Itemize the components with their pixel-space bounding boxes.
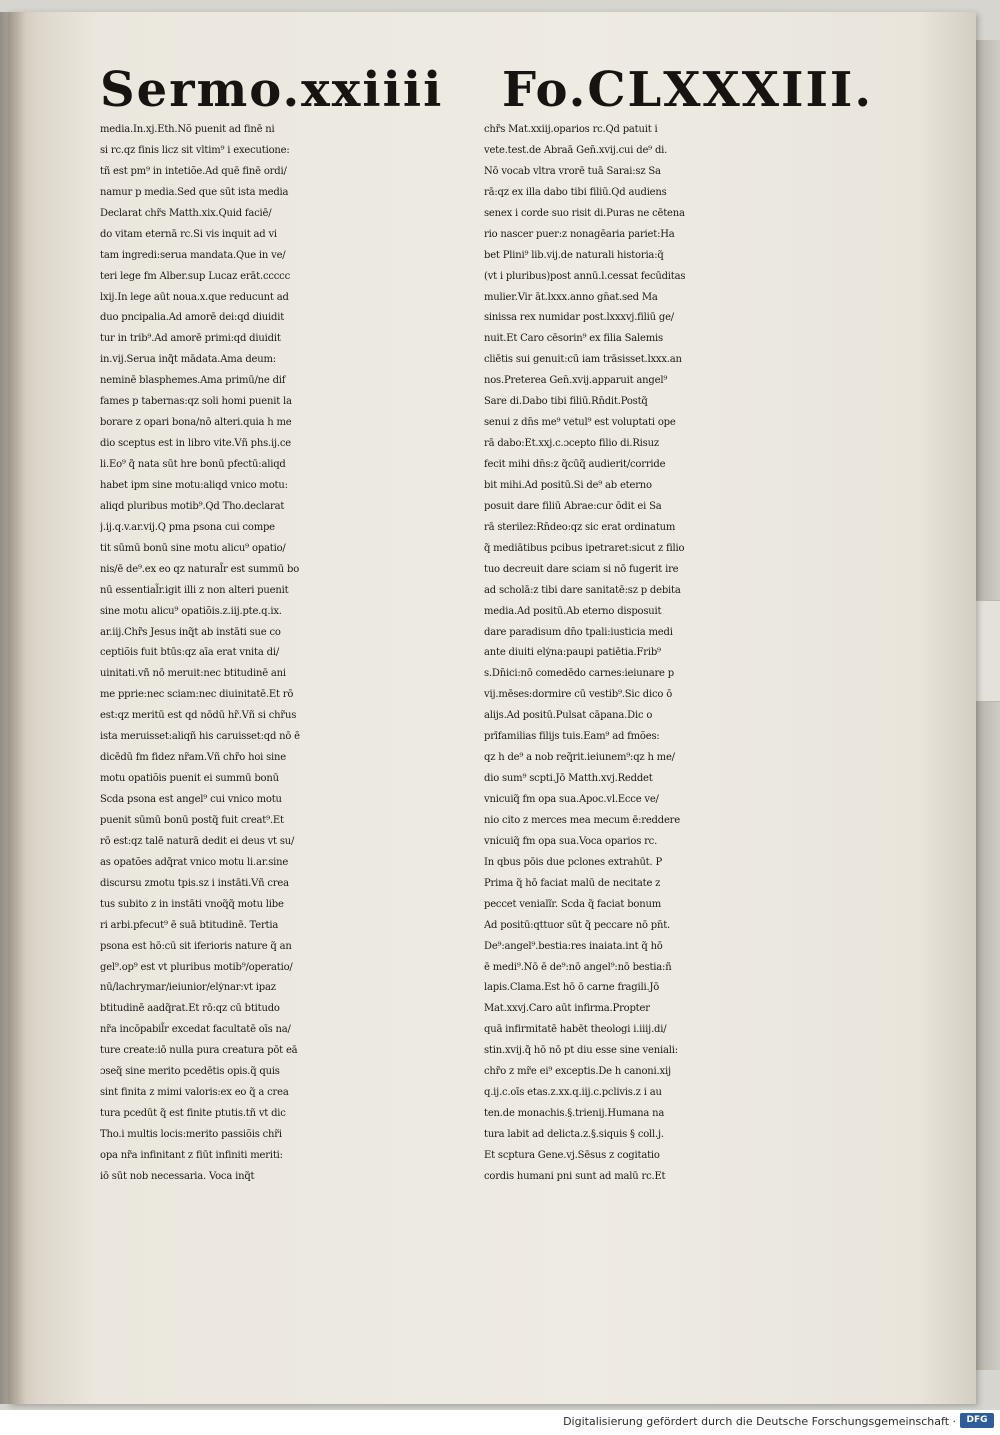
text-line: do vitam eternā rc.Si vis inquit ad vi bbox=[100, 228, 277, 240]
text-line: fecit mihi dn̄s:z q̃cūq̃ audierit/corride bbox=[484, 459, 666, 470]
text-line: tus subito z in instāti vnoq̃q̃ motu libe bbox=[100, 898, 284, 910]
text-line: btitudinē aadq̃rat.Et rō:qz cū btitudo bbox=[100, 1003, 280, 1015]
text-line: nuit.Et Caro cēsorin⁹ ex filia Salemis bbox=[484, 333, 663, 345]
text-line: si rc.qz finis licz sit vltim⁹ i executione: bbox=[100, 144, 290, 156]
text-line: teri lege fm Alber.sup Lucaz erāt.ccccc bbox=[100, 270, 290, 282]
text-line: tam ingredi:serua mandata.Que in ve/ bbox=[100, 249, 286, 261]
text-line: Tho.i multis locis:merito passiõis chr̃i bbox=[100, 1129, 282, 1140]
text-line: ante diuiti elẏna:paupi patiētia.Frib⁹ bbox=[484, 647, 661, 659]
text-line: chr̃s Mat.xxiij.oparios rc.Qd patuit i bbox=[484, 124, 658, 135]
text-line: peccet venialĩr. Scda q̃ faciat bonum bbox=[484, 898, 662, 910]
text-line: nū essential̃r.igit illi z non alteri puenit bbox=[100, 584, 289, 596]
text-line: dare paradisum dn̄o tpali:iusticia medi bbox=[484, 626, 673, 638]
text-line: Prima q̃ hō faciat malū de necitate z bbox=[484, 877, 661, 889]
text-line: rio nascer puer:z nonagēaria pariet:Ha bbox=[484, 228, 675, 240]
running-head-folio: Fo.CLXXXIII. bbox=[502, 62, 874, 118]
text-line: duo pncipalia.Ad amorē dei:qd diuidit bbox=[100, 312, 285, 324]
dfg-logo: DFG bbox=[960, 1413, 994, 1428]
text-line: discursu zmotu tpis.sz i instāti.Vñ crea bbox=[100, 877, 289, 889]
text-line: gel⁹.op⁹ est vt pluribus motib⁹/operatio/ bbox=[100, 961, 293, 973]
text-line: ɔseq̃ sine merito pcedētis opis.q̃ quis bbox=[100, 1066, 280, 1078]
text-line: tur in trib⁹.Ad amorē primi:qd diuidit bbox=[100, 333, 281, 345]
text-line: borare z opari bona/nō alteri.quia h me bbox=[100, 417, 292, 429]
running-head-sermon: Sermo.xxiiii bbox=[100, 62, 444, 118]
text-line: Ad positū:qttuor sūt q̃ peccare nō pn̄t. bbox=[484, 919, 671, 931]
text-line: media.In.xj.Eth.Nõ puenit ad finē ni bbox=[100, 124, 275, 135]
text-line: posuit dare filiū Abrae:cur ōdit ei Sa bbox=[484, 500, 662, 512]
text-line: senui z dn̄s me⁹ vetul⁹ est voluptati ope bbox=[484, 417, 676, 429]
text-line: q̃ mediātibus pcibus ipetraret:sicut z filio bbox=[484, 542, 685, 554]
text-line: vnicuiq̃ fm opa sua.Apoc.vl.Ecce ve/ bbox=[484, 794, 659, 805]
running-head bbox=[100, 48, 874, 128]
text-line: Scda psona est angel⁹ cui vnico motu bbox=[100, 794, 282, 805]
text-line: nis/ē de⁹.ex eo qz natural̃r est summū bo bbox=[100, 563, 300, 575]
text-column-right bbox=[484, 120, 864, 1188]
text-line: media.Ad positū.Ab eterno disposuit bbox=[484, 605, 662, 617]
text-line: In qbus pōis due pclones extrahūt. P bbox=[484, 856, 662, 868]
text-line: dio sceptus est in libro vite.Vñ phs.ij.ce bbox=[100, 438, 292, 450]
text-line: ten.de monachis.§.trienij.Humana na bbox=[484, 1108, 665, 1120]
text-line: q.ij.c.oīs etas.z.xx.q.iij.c.pclivis.z i au bbox=[484, 1087, 662, 1099]
text-line: j.ij.q.v.ar.vij.Q pma psona cui compe bbox=[100, 521, 275, 533]
text-line: tuo decreuit dare sciam si nō fugerit ire bbox=[484, 563, 679, 575]
text-line: ture create:iō nulla pura creatura pōt eā bbox=[100, 1045, 298, 1057]
text-line: (vt i pluribus)post annū.l.cessat fecūditas bbox=[484, 270, 686, 282]
text-line: cliētis sui genuit:cū iam trāsisset.lxxx.an bbox=[484, 354, 682, 366]
text-line: puenit sūmū bonū postq̃ fuit creat⁹.Et bbox=[100, 814, 284, 826]
text-line: dicēdū fm fidez nr̃am.Vñ chr̃o hoi sine bbox=[100, 752, 286, 764]
text-line: Nō vocab vltra vrorē tuā Sarai:sz Sa bbox=[484, 165, 661, 177]
text-line: chr̃o z mr̃e ei⁹ exceptis.De h canoni.xij bbox=[484, 1066, 671, 1078]
text-line: sinissa rex numidar post.lxxxvj.filiū ge/ bbox=[484, 312, 674, 324]
text-line: habet ipm sine motu:aliqd vnico motu: bbox=[100, 479, 288, 491]
text-line: neminē blasphemes.Ama primū/ne dif bbox=[100, 375, 286, 387]
text-line: me pprie:nec sciam:nec diuinitatē.Et rō bbox=[100, 689, 294, 701]
text-column-left bbox=[100, 120, 480, 1188]
book-fore-edge bbox=[976, 40, 1000, 1370]
text-line: in.vij.Serua inq̃t mādata.Ama deum: bbox=[100, 354, 276, 366]
text-line: aliqd pluribus motib⁹.Qd Tho.declarat bbox=[100, 500, 285, 512]
text-line: Declarat chr̃s Matth.xix.Quid faciē/ bbox=[100, 207, 272, 219]
text-line: quā infirmitatē habēt theologi i.iiij.di/ bbox=[484, 1024, 667, 1036]
text-line: qz h de⁹ a nob req̃rit.ieiunem⁹:qz h me/ bbox=[484, 752, 675, 764]
text-line: li.Eo⁹ q̃ nata sūt hre bonū pfectū:aliqd bbox=[100, 459, 286, 470]
text-line: nos.Preterea Gen̄.xvij.apparuit angel⁹ bbox=[484, 375, 668, 387]
text-line: ista meruisset:aliqñ his caruisset:qd nō ē bbox=[100, 731, 300, 743]
text-line: De⁹:angel⁹.bestia:res inaiata.int q̃ hō bbox=[484, 940, 663, 952]
text-line: bet Plini⁹ lib.vij.de naturali historia:q̃ bbox=[484, 249, 664, 261]
text-line: bit mihi.Ad positū.Si de⁹ ab eterno bbox=[484, 479, 652, 491]
text-line: dio sum⁹ scpti.Jō Matth.xvj.Reddet bbox=[484, 773, 653, 785]
text-line: uinitati.vñ nō meruit:nec btitudinē ani bbox=[100, 668, 286, 680]
text-line: iō sūt nob necessaria. Voca inq̃t bbox=[100, 1170, 255, 1182]
text-line: rā dabo:Et.xxj.c.ɔcepto filio di.Risuz bbox=[484, 438, 659, 450]
text-line: Sare di.Dabo tibi filiū.Rn̄dit.Postq̃ bbox=[484, 396, 648, 408]
text-line: nio cito z merces mea mecum ē:reddere bbox=[484, 814, 680, 826]
text-line: vete.test.de Abraā Gen̄.xvij.cui de⁹ di. bbox=[484, 144, 668, 156]
text-line: tura pcedūt q̃ est finite ptutis.tñ vt dic bbox=[100, 1108, 286, 1120]
funding-credit: Digitalisierung gefördert durch die Deutsche Forschungsgemeinschaft · bbox=[563, 1415, 956, 1428]
text-line: cordis humani pni sunt ad malū rc.Et bbox=[484, 1170, 666, 1182]
text-line: ceptiõis fuit btūs:qz aīa erat vnita di/ bbox=[100, 647, 279, 659]
text-line: vij.mēses:dormire cū vestib⁹.Sic dico ō bbox=[484, 689, 673, 701]
text-line: est:qz meritū est qd nōdū hr̃.Vñ si chr̃us bbox=[100, 710, 297, 722]
text-line: as opatões adq̃rat vnico motu li.ar.sine bbox=[100, 856, 289, 868]
text-line: psona est hō:cū sit iferioris nature q̃ an bbox=[100, 940, 292, 952]
text-line: sint finita z mimi valoris:ex eo q̃ a crea bbox=[100, 1087, 289, 1099]
text-line: nū/lachrymar/ieiunior/elẏnar:vt ipaz bbox=[100, 982, 276, 994]
spine-shadow bbox=[0, 12, 26, 1404]
text-line: mulier.Vir āt.lxxx.anno gn̄at.sed Ma bbox=[484, 291, 658, 303]
text-line: vnicuiq̃ fm opa sua.Voca oparios rc. bbox=[484, 835, 658, 847]
text-line: lxij.In lege aūt noua.x.que reducunt ad bbox=[100, 291, 289, 303]
text-line: rā:qz ex illa dabo tibi filiū.Qd audiens bbox=[484, 186, 667, 198]
text-line: alijs.Ad positū.Pulsat cāpana.Dic o bbox=[484, 710, 653, 722]
text-line: namur p media.Sed que sūt ista media bbox=[100, 186, 289, 198]
text-line: opa nr̃a infinitant z fiūt infiniti meriti: bbox=[100, 1149, 283, 1161]
text-line: fames p tabernas:qz soli homi puenit la bbox=[100, 396, 292, 408]
text-line: motu opatiõis puenit ei summū bonū bbox=[100, 773, 279, 785]
text-line: Mat.xxvj.Caro aūt infirma.Propter bbox=[484, 1003, 650, 1015]
text-line: tñ est pm⁹ in intetiõe.Ad quē finē ordi/ bbox=[100, 165, 287, 177]
text-line: tura labit ad delicta.z.§.siquis § coll.j. bbox=[484, 1129, 664, 1140]
text-line: ad scholā:z tibi dare sanitatē:sz p debita bbox=[484, 584, 681, 596]
text-line: rā sterilez:Rn̄deo:qz sic erat ordinatum bbox=[484, 521, 676, 533]
text-line: lapis.Clama.Est hō ō carne fragili.Jō bbox=[484, 982, 660, 994]
text-line: ri arbi.pfecut⁹ ē suā btitudinē. Tertia bbox=[100, 919, 279, 931]
text-line: rō est:qz talē naturā dedit ei deus vt su/ bbox=[100, 835, 295, 847]
text-line: senex i corde suo risit di.Puras ne cētena bbox=[484, 207, 685, 219]
text-line: prīfamilias filijs tuis.Eam⁹ ad fmões: bbox=[484, 731, 660, 743]
text-line: s.Dn̄ici:nō comedēdo carnes:ieiunare p bbox=[484, 668, 674, 680]
text-line: ar.iij.Chr̃s Jesus inq̃t ab instāti sue co bbox=[100, 626, 281, 638]
text-line: Et scptura Gene.vj.Sēsus z cogitatio bbox=[484, 1149, 660, 1161]
text-line: nr̃a incōpabil̃r excedat facultatē oīs na/ bbox=[100, 1024, 291, 1036]
text-line: ē medi⁹.Nō ē de⁹:nō angel⁹:nō bestia:ñ bbox=[484, 961, 672, 973]
text-line: tit sūmū bonū sine motu alicu⁹ opatio/ bbox=[100, 542, 286, 554]
text-line: sine motu alicu⁹ opatiõis.z.iij.pte.q.ix. bbox=[100, 605, 282, 617]
text-line: stin.xvij.q̃ hō nō pt diu esse sine veniali: bbox=[484, 1045, 678, 1057]
